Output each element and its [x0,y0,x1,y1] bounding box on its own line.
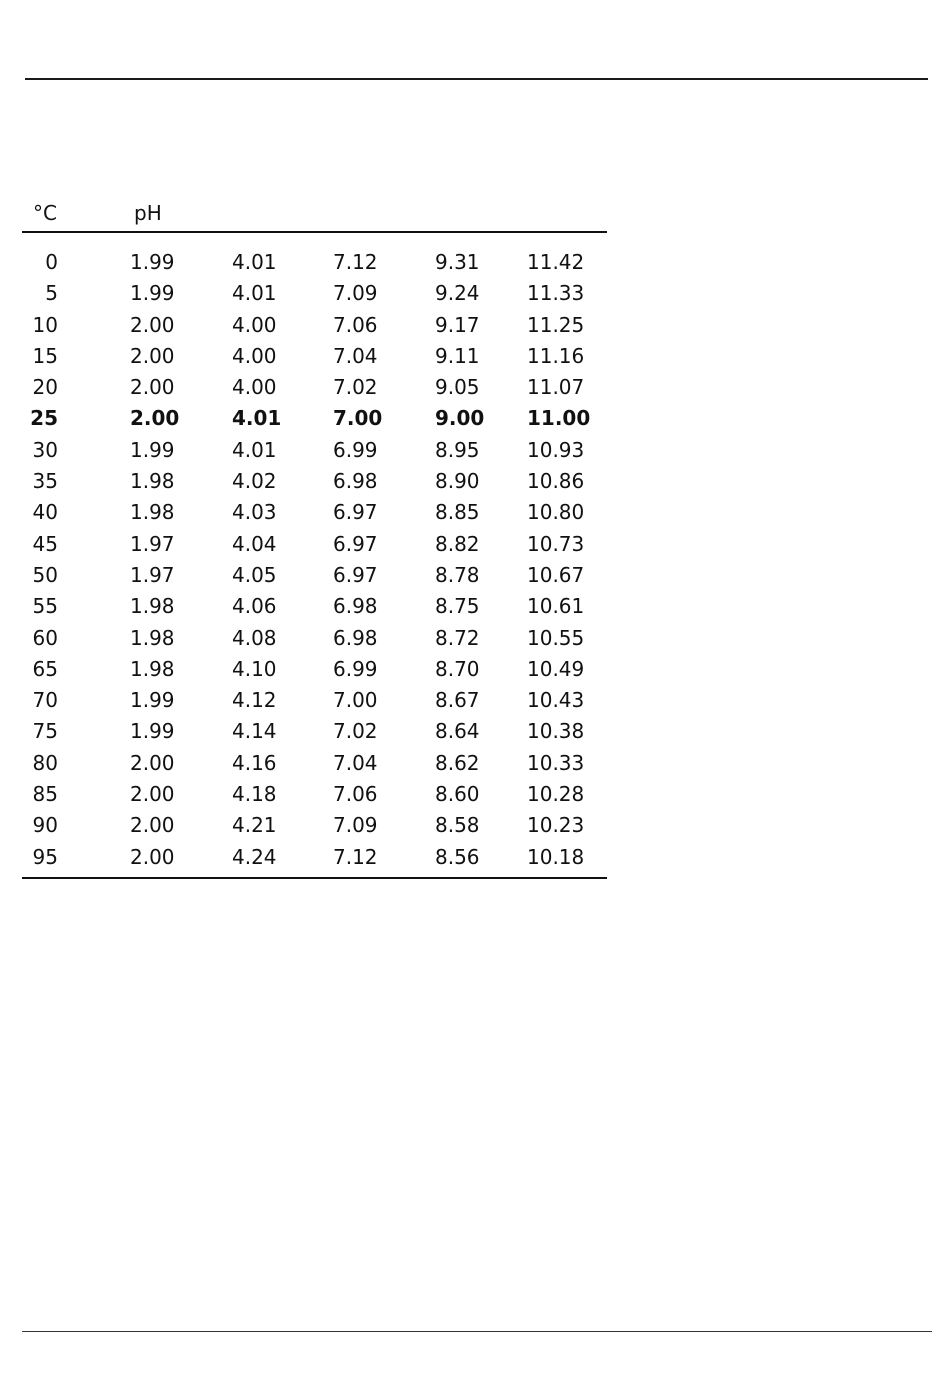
table-row [22,842,607,873]
table-row [22,748,607,779]
table-row [22,466,607,497]
ph-value-cell: 6.98 [333,625,378,650]
temperature-cell: 45 [32,531,58,556]
ph-value-cell: 10.80 [527,500,585,525]
ph-value-cell: 10.43 [527,688,585,713]
ph-value-cell: 1.99 [130,719,175,744]
ph-value-cell: 7.00 [333,688,378,713]
ph-value-cell: 4.01 [232,406,282,431]
ph-value-cell: 1.99 [130,437,175,462]
table-row [22,560,607,591]
ph-value-cell: 8.60 [435,782,480,807]
ph-value-cell: 4.03 [232,500,277,525]
ph-value-cell: 4.00 [232,375,277,400]
table-body [22,233,607,879]
ph-value-cell: 1.98 [130,469,175,494]
ph-value-cell: 10.93 [527,437,585,462]
ph-value-cell: 8.67 [435,688,480,713]
temperature-cell: 25 [30,406,58,431]
ph-value-cell: 11.42 [527,250,585,274]
table-row [22,310,607,341]
ph-value-cell: 1.98 [130,594,175,619]
temperature-cell: 5 [45,281,58,306]
ph-value-cell: 10.18 [527,844,585,869]
ph-value-cell: 6.99 [333,656,378,681]
ph-value-cell: 4.00 [232,312,277,337]
ph-value-cell: 6.98 [333,469,378,494]
ph-value-cell: 6.98 [333,594,378,619]
ph-value-cell: 10.73 [527,531,585,556]
table-row [22,654,607,685]
temperature-cell: 15 [32,343,58,368]
ph-column-header: pH [134,201,162,225]
table-row [22,435,607,466]
temperature-cell: 0 [45,250,58,274]
ph-value-cell: 2.00 [130,782,175,807]
temperature-cell: 80 [32,750,58,775]
ph-value-cell: 1.97 [130,562,175,587]
table-header [22,198,607,233]
table-row [22,779,607,810]
ph-value-cell: 11.07 [527,375,585,400]
ph-value-cell: 1.98 [130,500,175,525]
temperature-cell: 35 [32,469,58,494]
ph-value-cell: 9.11 [435,343,480,368]
temperature-cell: 55 [32,594,58,619]
table-row [22,623,607,654]
ph-value-cell: 4.05 [232,562,277,587]
ph-value-cell: 2.00 [130,750,175,775]
table-row [22,247,607,278]
ph-value-cell: 8.95 [435,437,480,462]
ph-value-cell: 2.00 [130,406,180,431]
ph-value-cell: 4.10 [232,656,277,681]
ph-value-cell: 8.70 [435,656,480,681]
ph-value-cell: 8.56 [435,844,480,869]
ph-value-cell: 8.78 [435,562,480,587]
ph-value-cell: 7.04 [333,343,378,368]
ph-value-cell: 2.00 [130,343,175,368]
table-row [22,278,607,309]
temperature-cell: 90 [32,813,58,838]
ph-value-cell: 10.61 [527,594,585,619]
ph-value-cell: 7.12 [333,250,378,274]
ph-value-cell: 4.08 [232,625,277,650]
temperature-cell: 95 [32,844,58,869]
ph-value-cell: 2.00 [130,312,175,337]
ph-value-cell: 1.98 [130,625,175,650]
top-divider [25,78,928,80]
temperature-cell: 20 [32,375,58,400]
ph-value-cell: 8.85 [435,500,480,525]
temperature-cell: 65 [32,656,58,681]
ph-value-cell: 8.75 [435,594,480,619]
ph-value-cell: 8.62 [435,750,480,775]
ph-value-cell: 6.99 [333,437,378,462]
ph-value-cell: 11.25 [527,312,585,337]
ph-value-cell: 1.97 [130,531,175,556]
ph-value-cell: 2.00 [130,375,175,400]
ph-value-cell: 7.02 [333,719,378,744]
ph-value-cell: 7.06 [333,312,378,337]
ph-value-cell: 10.33 [527,750,585,775]
ph-value-cell: 7.12 [333,844,378,869]
ph-value-cell: 2.00 [130,844,175,869]
ph-value-cell: 10.28 [527,782,585,807]
ph-value-cell: 8.72 [435,625,480,650]
temperature-cell: 60 [32,625,58,650]
ph-value-cell: 7.04 [333,750,378,775]
ph-value-cell: 4.14 [232,719,277,744]
ph-value-cell: 4.01 [232,437,277,462]
ph-value-cell: 7.09 [333,813,378,838]
ph-value-cell: 4.24 [232,844,277,869]
ph-value-cell: 1.99 [130,250,175,274]
ph-value-cell: 7.09 [333,281,378,306]
ph-value-cell: 7.00 [333,406,383,431]
ph-value-cell: 9.17 [435,312,480,337]
ph-value-cell: 8.90 [435,469,480,494]
ph-value-cell: 6.97 [333,562,378,587]
ph-value-cell: 10.55 [527,625,585,650]
ph-value-cell: 11.00 [527,406,591,431]
ph-value-cell: 8.64 [435,719,480,744]
ph-value-cell: 1.99 [130,281,175,306]
ph-value-cell: 6.97 [333,531,378,556]
ph-value-cell: 10.86 [527,469,585,494]
ph-value-cell: 9.24 [435,281,480,306]
ph-value-cell: 4.00 [232,343,277,368]
ph-value-cell: 4.04 [232,531,277,556]
table-row [22,403,607,434]
table-row [22,529,607,560]
ph-value-cell: 2.00 [130,813,175,838]
ph-value-cell: 4.16 [232,750,277,775]
ph-value-cell: 4.02 [232,469,277,494]
ph-value-cell: 7.06 [333,782,378,807]
table-row [22,341,607,372]
ph-value-cell: 4.21 [232,813,277,838]
temperature-column-header: °C [33,201,57,225]
table-row [22,372,607,403]
ph-value-cell: 4.18 [232,782,277,807]
ph-value-cell: 4.01 [232,281,277,306]
temperature-cell: 75 [32,719,58,744]
temperature-cell: 10 [32,312,58,337]
table-row [22,497,607,528]
ph-value-cell: 1.98 [130,656,175,681]
temperature-cell: 85 [32,782,58,807]
ph-value-cell: 10.67 [527,562,585,587]
table-row [22,810,607,841]
temperature-cell: 70 [32,688,58,713]
ph-value-cell: 9.31 [435,250,480,274]
bottom-divider [22,1331,932,1332]
table-row [22,685,607,716]
ph-value-cell: 7.02 [333,375,378,400]
ph-value-cell: 9.00 [435,406,485,431]
ph-value-cell: 10.38 [527,719,585,744]
temperature-cell: 30 [32,437,58,462]
ph-value-cell: 4.06 [232,594,277,619]
table-row [22,591,607,622]
ph-value-cell: 11.33 [527,281,585,306]
ph-value-cell: 4.01 [232,250,277,274]
ph-value-cell: 6.97 [333,500,378,525]
temperature-cell: 40 [32,500,58,525]
temperature-cell: 50 [32,562,58,587]
buffer-temperature-table [22,198,607,879]
table-row [22,716,607,747]
ph-value-cell: 9.05 [435,375,480,400]
ph-value-cell: 8.58 [435,813,480,838]
ph-value-cell: 10.23 [527,813,585,838]
ph-value-cell: 1.99 [130,688,175,713]
ph-value-cell: 4.12 [232,688,277,713]
ph-value-cell: 10.49 [527,656,585,681]
ph-value-cell: 11.16 [527,343,585,368]
ph-value-cell: 8.82 [435,531,480,556]
